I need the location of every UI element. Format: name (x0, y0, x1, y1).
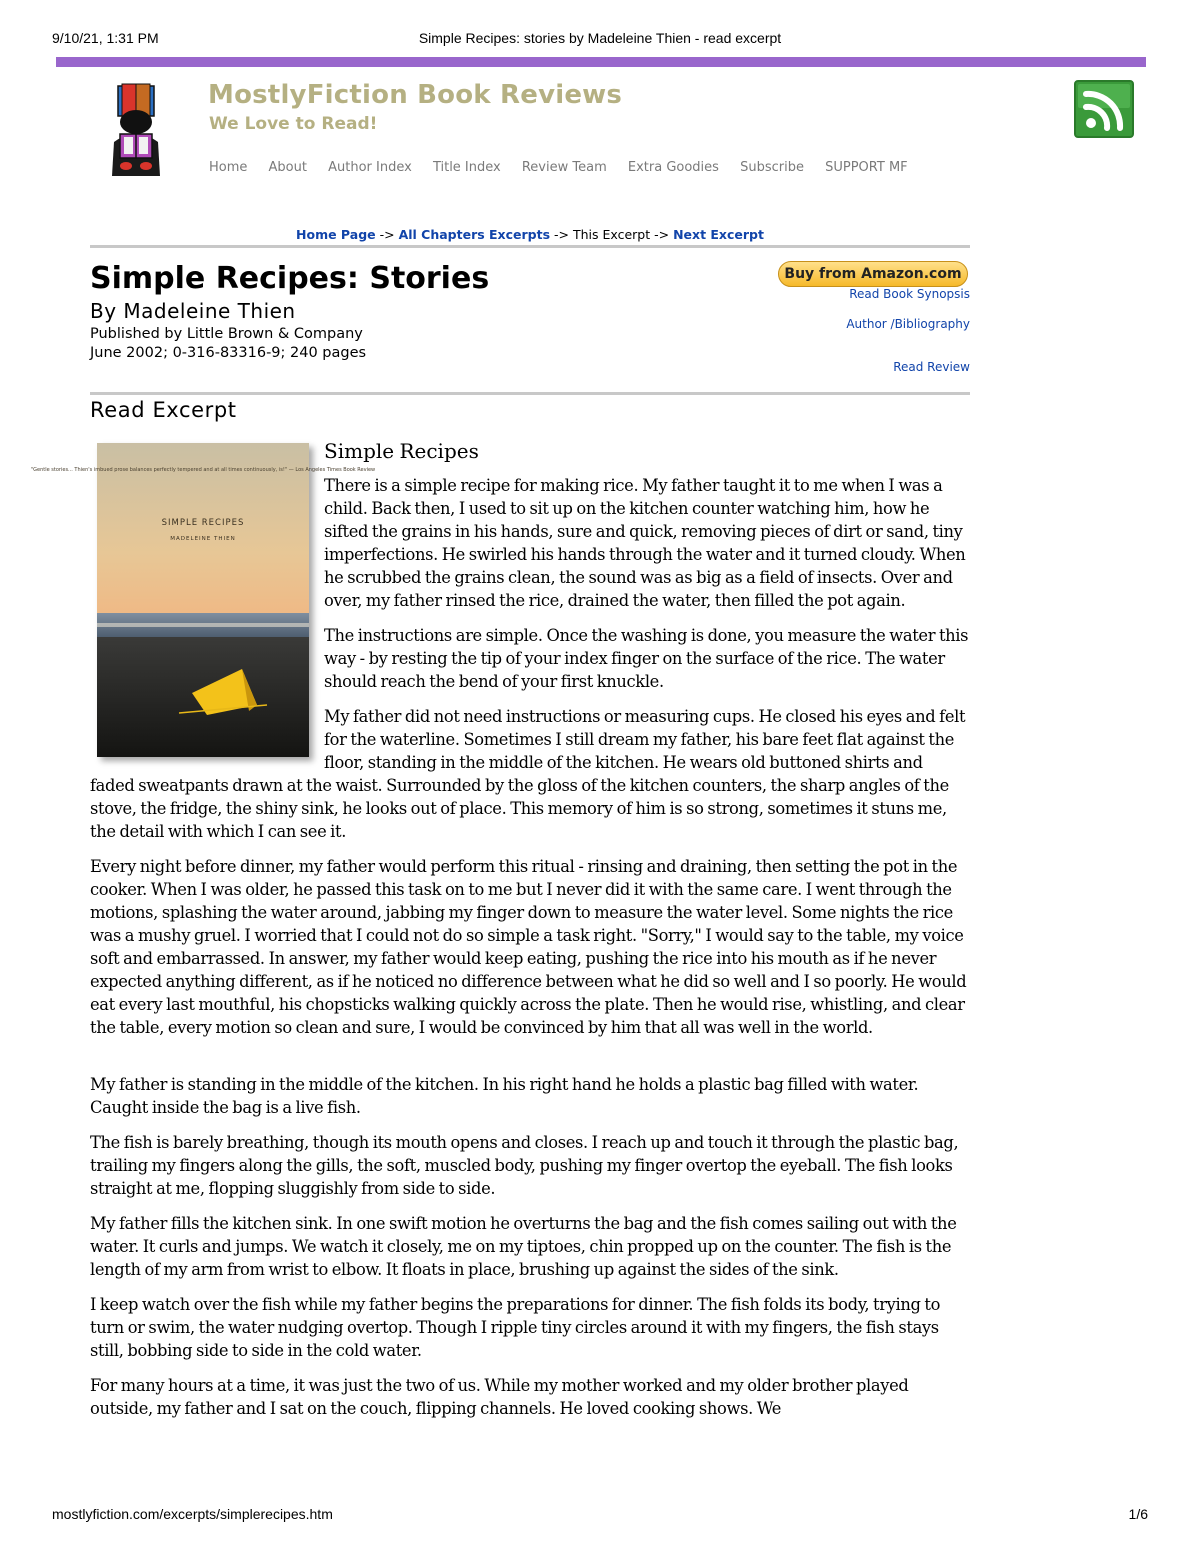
synopsis-link[interactable]: Read Book Synopsis (849, 287, 970, 301)
site-title[interactable]: MostlyFiction Book Reviews (208, 80, 623, 110)
rss-feed-icon[interactable] (1074, 80, 1134, 138)
nav-support-mf[interactable]: SUPPORT MF (825, 160, 908, 175)
print-datetime: 9/10/21, 1:31 PM (52, 30, 159, 46)
main-nav (209, 160, 925, 175)
story-paragraph: Every night before dinner, my father would perform this ritual - rinsing and draining, then setting the pot in the cooker. When I was older, he passed this task on to me but I never did it with the same care. I went through the motions, splashing the water around, jabbing my finger down to measure the water level. Some nights the rice was a mushy gruel. I worried that I could not do so simple a task right. "Sorry," I would say to the table, my voice soft and embarrassed. In answer, my father would keep eating, pushing the rice into his mouth as if he never expected anything different, as if he noticed no difference between what he did so well and I so poorly. He would eat every last mouthful, his chopsticks walking quickly across the plate. Then he would rise, whistling, and clear the table, every motion so clean and sure, I would be convinced by him that all was well in the world. (90, 857, 967, 1037)
divider (90, 245, 970, 248)
cover-float-spacer (90, 434, 324, 766)
print-page-title: Simple Recipes: stories by Madeleine Thien - read excerpt (418, 30, 782, 46)
book-publisher: Published by Little Brown & Company (90, 326, 363, 342)
print-url: mostlyfiction.com/excerpts/simplerecipes.htm (52, 1506, 333, 1522)
book-details: June 2002; 0-316-83316-9; 240 pages (90, 345, 367, 361)
story-paragraph: My father is standing in the middle of the kitchen. In his right hand he holds a plastic bag filled with water. Caught inside the bag is a live fish. (90, 1075, 919, 1117)
breadcrumb (90, 227, 970, 242)
cover-title: SIMPLE RECIPES (161, 518, 245, 528)
site-tagline: We Love to Read! (209, 114, 378, 134)
breadcrumb-home-link[interactable]: Home Page (296, 227, 376, 242)
header-accent-bar (56, 57, 1146, 67)
reader-logo-icon[interactable] (104, 82, 168, 178)
nav-author-index[interactable]: Author Index (328, 160, 412, 175)
book-author: By Madeleine Thien (90, 299, 296, 323)
nav-review-team[interactable]: Review Team (521, 160, 607, 175)
nav-extra-goodies[interactable]: Extra Goodies (627, 160, 719, 175)
story-paragraph: There is a simple recipe for making rice. My father taught it to me when I was a child. Back then, I used to sit up on the kitchen counter watching him, how he sifted the grains in his hands, sure and quick, removing pieces of dirt or sand, tiny imperfections. He swirled his hands through the water and it turned cloudy. When he scrubbed the grains clean, the sound was as big as a field of insects. Over and over, my father rinsed the rice, drained the water, then filled the pot again. (324, 476, 966, 610)
buy-amazon-button[interactable]: Buy from Amazon.com (778, 261, 968, 287)
cover-author: MADELEINE THIEN (170, 536, 236, 542)
story-title: Simple Recipes (324, 439, 479, 463)
story-paragraph: The instructions are simple. Once the washing is done, you measure the water this way - by resting the tip of your index finger on the surface of the rice. The water should reach the bend of your first knuckle. (324, 626, 969, 691)
nav-subscribe[interactable]: Subscribe (740, 160, 804, 175)
print-page-number: 1/6 (1128, 1506, 1148, 1522)
book-title: Simple Recipes: Stories (90, 261, 490, 296)
nav-title-index[interactable]: Title Index (432, 160, 501, 175)
print-header (52, 30, 1148, 50)
nav-home[interactable]: Home (209, 160, 248, 175)
divider (90, 392, 970, 395)
excerpt-body (90, 434, 970, 1432)
story-paragraph: My father fills the kitchen sink. In one swift motion he overturns the bag and the fish comes sailing out with the water. It curls and jumps. We watch it closely, me on my tiptoes, chin propped up on the counter. The fish is the length of my arm from wrist to elbow. It floats in place, brushing up against the sides of the sink. (90, 1214, 957, 1279)
breadcrumb-separator: -> (650, 227, 674, 242)
breadcrumb-separator: -> (550, 227, 573, 242)
author-bibliography-link[interactable]: Author /Bibliography (846, 317, 970, 331)
excerpt-heading: Read Excerpt (90, 398, 237, 422)
cover-quote: "Gentle stories... Thien's imbued prose balances perfectly tempered and at all times continuously, is!" — Los Angeles Times Book Review (30, 467, 376, 473)
story-paragraph: My father did not need instructions or measuring cups. He closed his eyes and felt for the waterline. Sometimes I still dream my father, his bare feet flat against the floor, standing in the middle of the kitchen. He wears old buttoned shirts and faded sweatpants drawn at the waist. Surrounded by the gloss of the kitchen counters, the sharp angles of the stove, the fridge, the shiny sink, he looks out of place. This memory of him is so strong, sometimes it stuns me, the detail with which I can see it. (90, 707, 966, 841)
read-review-link[interactable]: Read Review (893, 360, 970, 374)
breadcrumb-chapters-link[interactable]: All Chapters Excerpts (398, 227, 551, 242)
breadcrumb-separator: -> (375, 227, 399, 242)
nav-about[interactable]: About (268, 160, 307, 175)
story-paragraph: For many hours at a time, it was just the two of us. While my mother worked and my older brother played outside, my father and I sat on the couch, flipping channels. He loved cooking shows. We (90, 1376, 909, 1418)
story-paragraph: I keep watch over the fish while my father begins the preparations for dinner. The fish folds its body, trying to turn or swim, the water nudging overtop. Though I ripple tiny circles around it with my fingers, the fish stays still, bobbing side to side in the cold water. (90, 1295, 941, 1360)
story-paragraph: The fish is barely breathing, though its mouth opens and closes. I reach up and touch it through the plastic bag, trailing my fingers along the gills, the soft, muscled body, pushing my finger overtop the eyeball. The fish looks straight at me, flopping sluggishly from side to side. (90, 1133, 959, 1198)
breadcrumb-current: This Excerpt (572, 227, 651, 242)
breadcrumb-next-link[interactable]: Next Excerpt (673, 227, 764, 242)
